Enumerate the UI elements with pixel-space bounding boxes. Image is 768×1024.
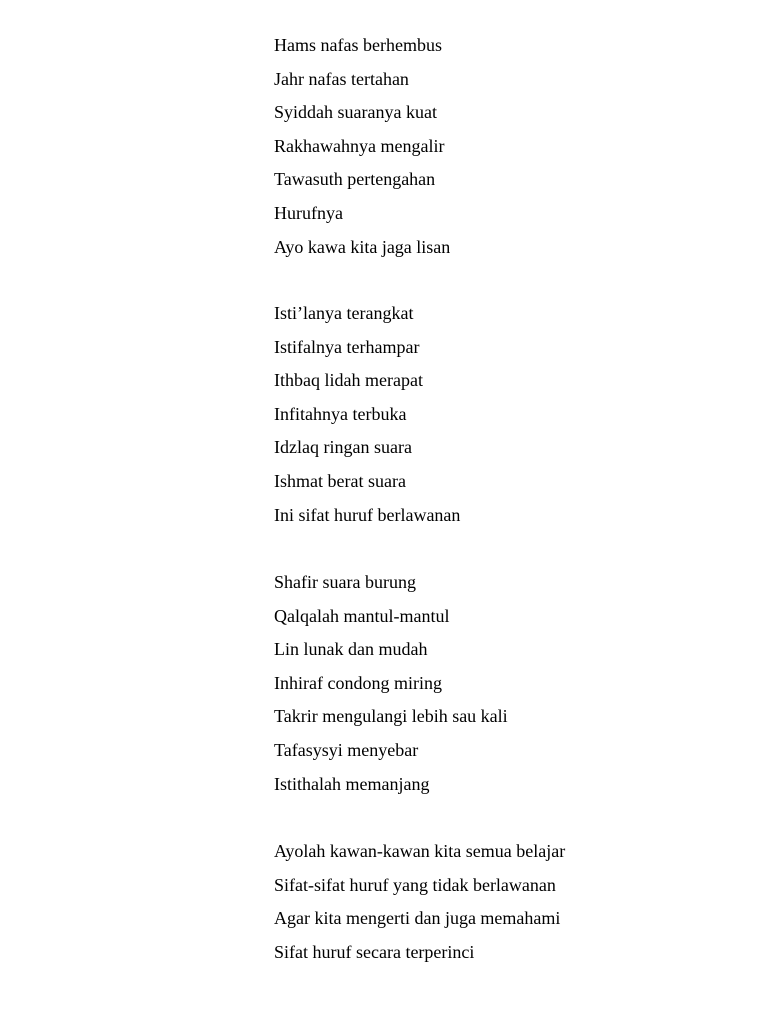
poem-line: Sifat huruf secara terperinci <box>274 941 475 962</box>
poem-line: Ishmat berat suara <box>274 470 406 491</box>
stanza-4 <box>274 835 565 969</box>
poem-line: Istifalnya terhampar <box>274 336 420 357</box>
poem-line: Isti’lanya terangkat <box>274 303 414 323</box>
poem-line: Sifat-sifat huruf yang tidak berlawanan <box>274 874 556 895</box>
poem-line: Shafir suara burung <box>274 572 416 592</box>
poem-line: Rakhawahnya mengalir <box>274 135 445 156</box>
poem-line: Takrir mengulangi lebih sau kali <box>274 706 508 727</box>
stanza-3 <box>274 566 508 801</box>
stanza-2 <box>274 297 460 532</box>
poem-line: Tafasysyi menyebar <box>274 739 419 760</box>
poem-line: Ayolah kawan-kawan kita semua belajar <box>274 841 566 861</box>
poem-line: Syiddah suaranya kuat <box>274 102 437 123</box>
poem-line: Jahr nafas tertahan <box>274 68 409 89</box>
poem-line: Istithalah memanjang <box>274 773 430 794</box>
poem-line: Agar kita mengerti dan juga memahami <box>274 908 561 929</box>
poem-line: Ayo kawa kita jaga lisan <box>274 236 451 257</box>
poem-line: Ithbaq lidah merapat <box>274 370 423 391</box>
poem-line: Tawasuth pertengahan <box>274 169 436 190</box>
poem-line: Hams nafas berhembus <box>274 35 442 55</box>
poem-line: Infitahnya terbuka <box>274 403 407 424</box>
poem-line: Ini sifat huruf berlawanan <box>274 504 461 525</box>
poem-line: Inhiraf condong miring <box>274 672 442 693</box>
poem-line: Idzlaq ringan suara <box>274 437 412 458</box>
poem-line: Hurufnya <box>274 202 343 223</box>
poem-line: Qalqalah mantul-mantul <box>274 605 450 626</box>
stanza-1 <box>274 29 450 264</box>
poem-line: Lin lunak dan mudah <box>274 639 428 660</box>
